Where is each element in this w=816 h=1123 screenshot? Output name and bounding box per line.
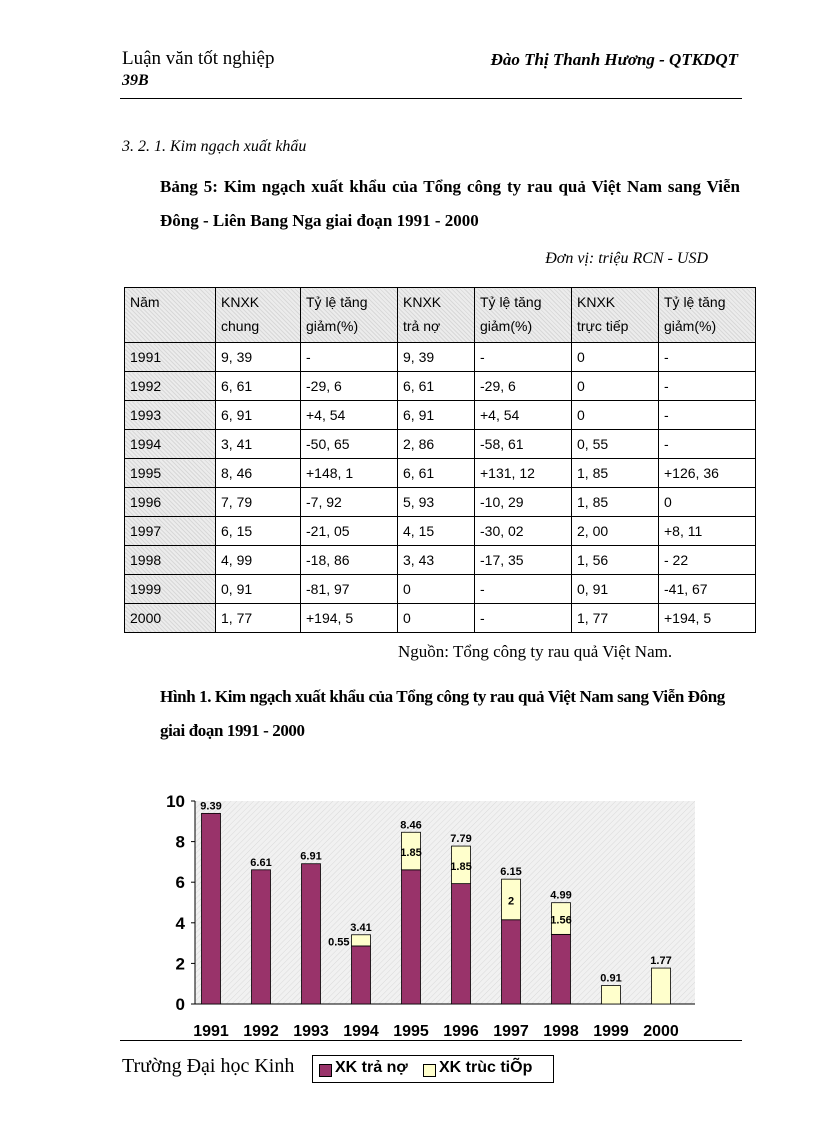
table-cell: -21, 05 (301, 517, 398, 546)
table-cell: - (659, 372, 756, 401)
legend-swatch-direct (423, 1064, 436, 1077)
table-cell: - (659, 430, 756, 459)
table-cell: -29, 6 (475, 372, 572, 401)
table-cell: 6, 91 (216, 401, 301, 430)
table-cell: -10, 29 (475, 488, 572, 517)
table-cell: 1, 85 (572, 488, 659, 517)
table-cell: 0 (398, 575, 475, 604)
table-cell: - (301, 343, 398, 372)
header-total-rate: Tỷ lệ tăng giảm(%) (301, 288, 398, 343)
table-cell-year: 1996 (125, 488, 216, 517)
bar-direct-label: 0.55 (328, 936, 350, 949)
x-tick-label: 1999 (593, 1023, 629, 1040)
table-cell: +8, 11 (659, 517, 756, 546)
table-row (125, 604, 756, 633)
table-cell: 6, 15 (216, 517, 301, 546)
table-cell: +148, 1 (301, 459, 398, 488)
bar-debt (452, 884, 471, 1004)
table-cell: 8, 46 (216, 459, 301, 488)
legend-label-debt: XK trả nợ (335, 1059, 408, 1076)
bar-total-label: 6.91 (300, 850, 322, 863)
table-cell: 1, 85 (572, 459, 659, 488)
table-cell: 1, 77 (216, 604, 301, 633)
table-cell: -58, 61 (475, 430, 572, 459)
table-cell: - 22 (659, 546, 756, 575)
table-cell: 0 (398, 604, 475, 633)
section-title: 3. 2. 1. Kim ngạch xuất khẩu (122, 138, 307, 155)
table-cell: 5, 93 (398, 488, 475, 517)
table-cell: +131, 12 (475, 459, 572, 488)
x-tick-label: 1997 (493, 1023, 529, 1040)
table-row (125, 459, 756, 488)
table-cell: 0, 91 (216, 575, 301, 604)
x-tick-label: 1992 (243, 1023, 279, 1040)
table-cell: 6, 61 (216, 372, 301, 401)
bar-direct-label: 1.85 (450, 860, 472, 873)
x-tick-label: 1993 (293, 1023, 329, 1040)
table-cell: 7, 79 (216, 488, 301, 517)
header-class: 39B (122, 72, 149, 89)
table-cell: -7, 92 (301, 488, 398, 517)
table-row (125, 343, 756, 372)
table-cell: 6, 61 (398, 459, 475, 488)
table-cell: 2, 00 (572, 517, 659, 546)
table-cell: 0, 55 (572, 430, 659, 459)
bar-debt (352, 946, 371, 1004)
bar-total-label: 4.99 (550, 889, 572, 902)
table-cell: -41, 67 (659, 575, 756, 604)
y-tick-label: 4 (175, 913, 185, 933)
y-tick-label: 10 (166, 792, 185, 811)
bar-debt (552, 934, 571, 1004)
bar-total-label: 9.39 (200, 800, 222, 813)
y-tick-label: 6 (175, 873, 185, 893)
bar-debt (302, 864, 321, 1004)
table-row (125, 488, 756, 517)
bar-direct (352, 935, 371, 946)
table-row (125, 372, 756, 401)
header-debt-rate: Tỷ lệ tăng giảm(%) (475, 288, 572, 343)
table-cell-year: 1994 (125, 430, 216, 459)
table-cell: -17, 35 (475, 546, 572, 575)
bar-debt (252, 870, 271, 1004)
table-cell: - (659, 343, 756, 372)
table-cell: -50, 65 (301, 430, 398, 459)
header-direct-rate: Tỷ lệ tăng giảm(%) (659, 288, 756, 343)
bar-direct (602, 986, 621, 1004)
table-cell-year: 1999 (125, 575, 216, 604)
table-cell: -29, 6 (301, 372, 398, 401)
table-cell: +194, 5 (659, 604, 756, 633)
table-cell-year: 1998 (125, 546, 216, 575)
header-author: Đào Thị Thanh Hương - QTKDQT (490, 50, 738, 69)
table-cell: 6, 91 (398, 401, 475, 430)
table-cell-year: 1991 (125, 343, 216, 372)
table-cell: +194, 5 (301, 604, 398, 633)
bar-debt (402, 870, 421, 1004)
header-divider (120, 98, 742, 99)
table-cell: 4, 15 (398, 517, 475, 546)
table-cell-year: 1997 (125, 517, 216, 546)
table-row (125, 517, 756, 546)
bar-direct (652, 968, 671, 1004)
table-cell: 4, 99 (216, 546, 301, 575)
header-debt: KNXK trả nợ (398, 288, 475, 343)
table-source: Nguồn: Tổng công ty rau quả Việt Nam. (398, 642, 673, 661)
bar-direct-label: 2 (507, 895, 515, 908)
header-thesis-title: Luận văn tốt nghiệp (122, 48, 275, 69)
bar-direct-label: 1.56 (550, 914, 572, 927)
table-cell: 6, 61 (398, 372, 475, 401)
bar-debt (502, 920, 521, 1004)
footer-divider (120, 1040, 742, 1041)
table-row (125, 575, 756, 604)
bar-total-label: 3.41 (350, 921, 372, 934)
table-cell: 0, 91 (572, 575, 659, 604)
export-table (124, 287, 756, 633)
figure-caption: Hình 1. Kim ngạch xuất khẩu của Tổng công ty rau quả Việt Nam sang Viễn Đông giai đoạn 1991 - 2000 (160, 687, 725, 740)
table-cell: -30, 02 (475, 517, 572, 546)
table-cell: -81, 97 (301, 575, 398, 604)
y-tick-label: 0 (175, 995, 185, 1014)
table-caption: Bảng 5: Kim ngạch xuất khẩu của Tổng công ty rau quả Việt Nam sang Viễn Đông - Liên Bang Nga giai đoạn 1991 - 2000 (160, 177, 740, 230)
table-cell: 3, 43 (398, 546, 475, 575)
bar-total-label: 6.61 (250, 856, 272, 869)
table-cell: 0 (572, 343, 659, 372)
table-row (125, 546, 756, 575)
table-row (125, 430, 756, 459)
table-cell: 2, 86 (398, 430, 475, 459)
table-cell: +126, 36 (659, 459, 756, 488)
chart-legend (312, 1055, 554, 1083)
bar-total-label: 0.91 (600, 972, 622, 985)
table-cell: 1, 77 (572, 604, 659, 633)
table-cell-year: 1993 (125, 401, 216, 430)
table-row (125, 401, 756, 430)
y-tick-label: 2 (175, 954, 185, 974)
table-cell-year: 1992 (125, 372, 216, 401)
table-cell: 0 (572, 401, 659, 430)
x-tick-label: 1991 (193, 1023, 229, 1040)
table-cell: - (659, 401, 756, 430)
bar-total-label: 6.15 (500, 866, 522, 879)
table-cell: 0 (659, 488, 756, 517)
header-left (122, 48, 275, 92)
x-tick-label: 1994 (343, 1023, 379, 1040)
header-year: Năm (125, 288, 216, 343)
legend-label-direct: XK trùc tiÕp (439, 1059, 533, 1076)
table-cell: - (475, 343, 572, 372)
legend-swatch-debt (319, 1064, 332, 1077)
unit-label: Đơn vị: triệu RCN - USD (545, 250, 708, 267)
table-cell: 9, 39 (216, 343, 301, 372)
bar-direct-label: 1.85 (400, 847, 422, 860)
x-tick-label: 2000 (643, 1023, 679, 1040)
bar-debt (202, 813, 221, 1004)
x-tick-label: 1995 (393, 1023, 429, 1040)
table-cell: 1, 56 (572, 546, 659, 575)
table-cell: 3, 41 (216, 430, 301, 459)
x-tick-label: 1996 (443, 1023, 479, 1040)
y-tick-label: 8 (175, 832, 185, 852)
table-cell: - (475, 575, 572, 604)
table-cell: -18, 86 (301, 546, 398, 575)
x-tick-label: 1998 (543, 1023, 579, 1040)
table-cell: - (475, 604, 572, 633)
table-cell: 9, 39 (398, 343, 475, 372)
bar-total-label: 7.79 (450, 833, 472, 846)
table-cell-year: 1995 (125, 459, 216, 488)
header-total: KNXK chung (216, 288, 301, 343)
table-cell: +4, 54 (301, 401, 398, 430)
header-direct: KNXK trực tiếp (572, 288, 659, 343)
table-cell: 0 (572, 372, 659, 401)
bar-total-label: 1.77 (650, 955, 672, 968)
footer-school: Trường Đại học Kinh (122, 1055, 295, 1077)
table-cell-year: 2000 (125, 604, 216, 633)
export-chart (150, 780, 710, 1050)
bar-total-label: 8.46 (400, 819, 422, 832)
table-cell: +4, 54 (475, 401, 572, 430)
table-header-row (125, 288, 756, 343)
